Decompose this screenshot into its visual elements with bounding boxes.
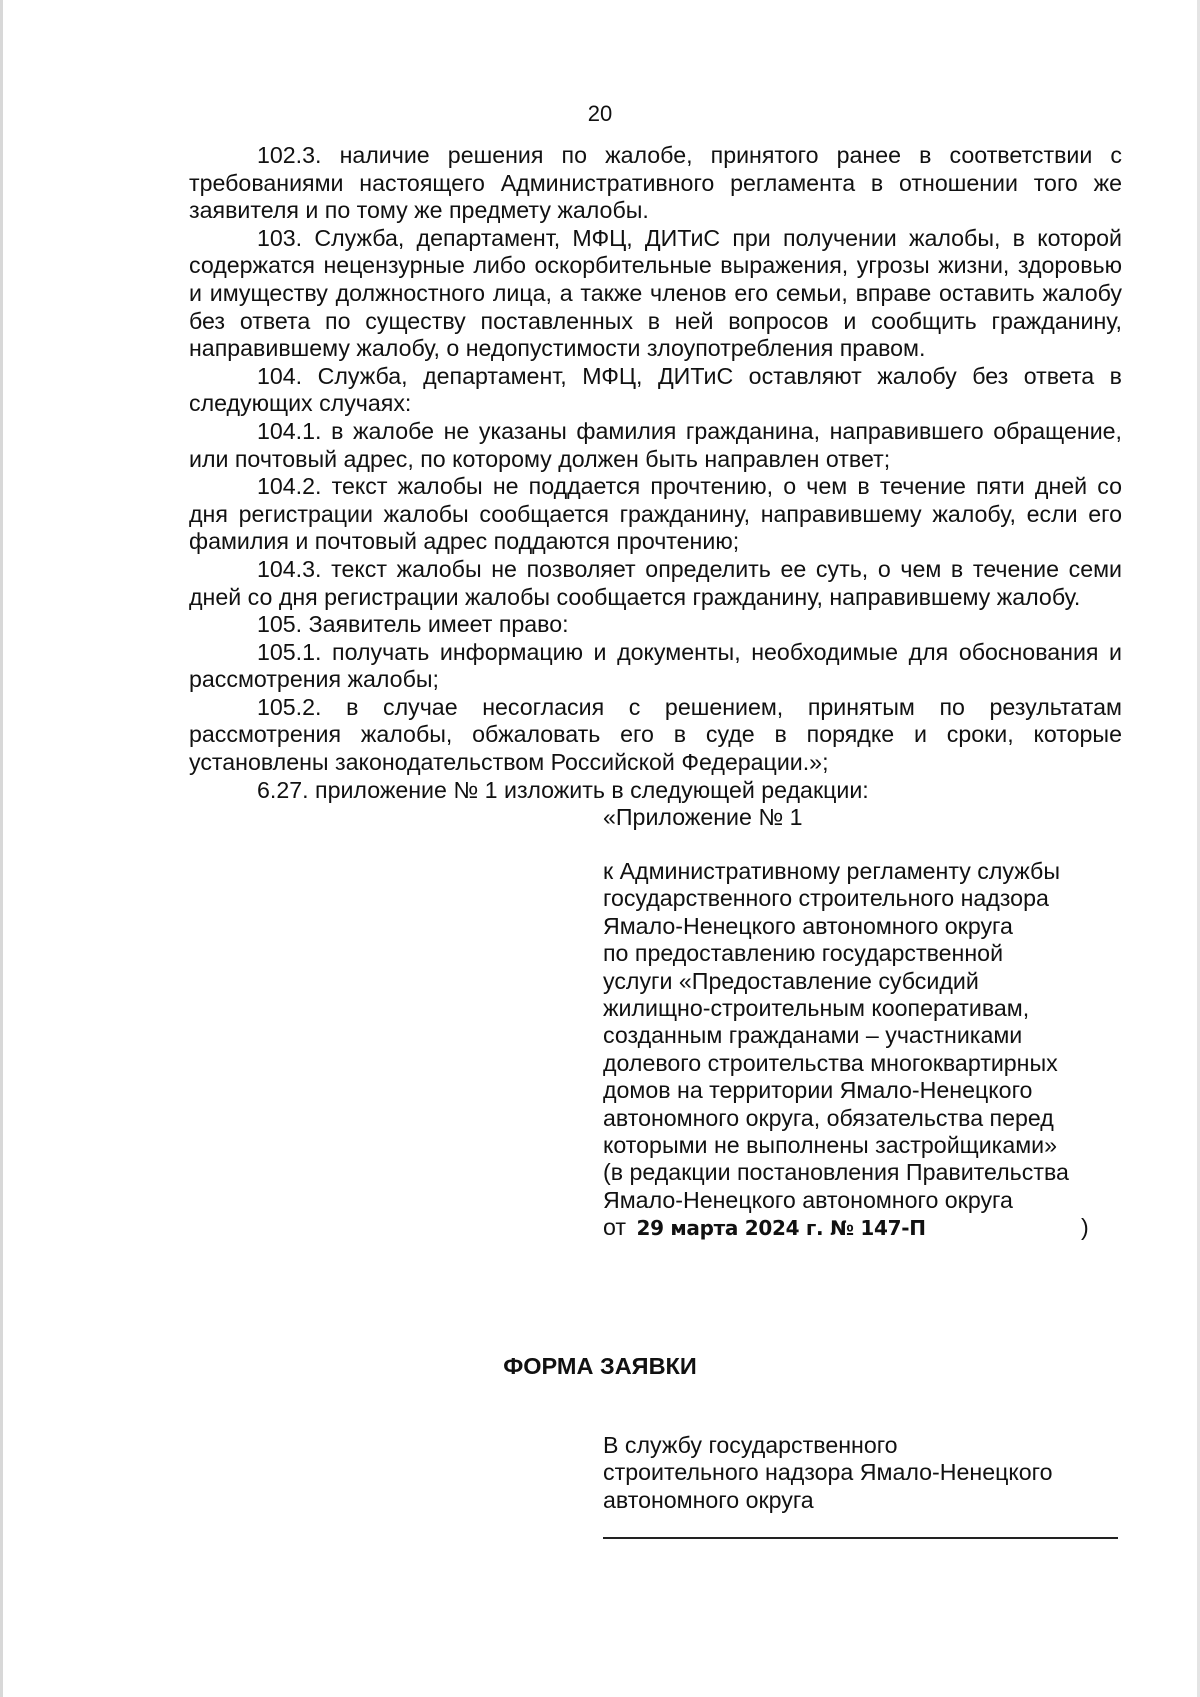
appendix-line: к Административному регламенту службы [603,858,1060,884]
addressee-block [603,1432,1123,1514]
paragraph-104-2: 104.2. текст жалобы не поддается прочтению, о чем в течение пяти дней со дня регистрации жалобы сообщается гражданину, направившему жалобу, если его фамилия и почтовый адрес поддаются прочтению; [189,473,1122,555]
addressee-line: строительного надзора Ямало-Ненецкого [603,1459,1053,1486]
paragraph-6-27: 6.27. приложение № 1 изложить в следующей редакции: [257,776,869,803]
appendix-heading: «Приложение № 1 [603,804,803,831]
paragraph-104-1: 104.1. в жалобе не указаны фамилия гражданина, направившего обращение, или почтовый адрес, по которому должен быть направлен ответ; [189,417,1122,472]
appendix-date-line [603,1214,1123,1242]
page-left-edge [0,0,3,1697]
page-number: 20 [587,101,613,126]
paragraph-105-2: 105.2. в случае несогласия с решением, принятым по результатам рассмотрения жалобы, обжаловать его в суде в порядке и сроки, которые установлены законодательством Российской Федерации.»; [189,693,1122,776]
date-value: 29 марта 2024 г. № 147-П [636,1216,926,1241]
date-close-paren: ) [1081,1214,1089,1241]
paragraph-104: 104. Служба, департамент, МФЦ, ДИТиС оставляют жалобу без ответа в следующих случаях: [189,362,1122,417]
appendix-line: автономного округа, обязательства перед [603,1104,1054,1131]
appendix-line: (в редакции постановления Правительства [603,1159,1069,1186]
appendix-line: созданным гражданами – участниками [603,1022,1023,1049]
date-prefix: от [603,1214,627,1241]
addressee-line: В службу государственного [603,1432,898,1458]
appendix-line: жилищно-строительным кооперативам, [603,995,1030,1022]
appendix-line: Ямало-Ненецкого автономного округа [603,912,1013,939]
main-body-text [189,142,1122,832]
paragraph-103: 103. Служба, департамент, МФЦ, ДИТиС при получении жалобы, в которой содержатся нецензурные либо оскорбительные выражения, угрозы жизни, здоровью и имуществу должностного лица, а также членов его семьи, вправе оставить жалобу без ответа по существу поставленных в ней вопросов и сообщить гражданину, направившему жалобу, о недопустимости злоупотребления правом. [189,224,1122,362]
appendix-line: государственного строительного надзора [603,885,1049,912]
appendix-line: домов на территории Ямало-Ненецкого [603,1077,1033,1104]
paragraph-105-1: 105.1. получать информацию и документы, необходимые для обоснования и рассмотрения жалобы; [189,638,1122,693]
appendix-line: которыми не выполнены застройщиками» [603,1132,1058,1159]
appendix-line: долевого строительства многоквартирных [603,1049,1058,1076]
form-title: ФОРМА ЗАЯВКИ [503,1353,697,1379]
blank-fill-line [603,1537,1118,1539]
paragraph-104-3: 104.3. текст жалобы не позволяет определить ее суть, о чем в течение семи дней со дня регистрации жалобы сообщается гражданину, направившему жалобу. [189,555,1122,610]
paragraph-102-3: 102.3. наличие решения по жалобе, принятого ранее в соответствии с требованиями настоящего Административного регламента в отношении того же заявителя и по тому же предмету жалобы. [189,142,1122,224]
addressee-line: автономного округа [603,1486,814,1513]
paragraph-105: 105. Заявитель имеет право: [257,611,569,638]
appendix-line: услуги «Предоставление субсидий [603,967,979,994]
appendix-line: по предоставлению государственной [603,940,1004,967]
appendix-line: Ямало-Ненецкого автономного округа [603,1186,1013,1213]
appendix-block [603,858,1123,1243]
